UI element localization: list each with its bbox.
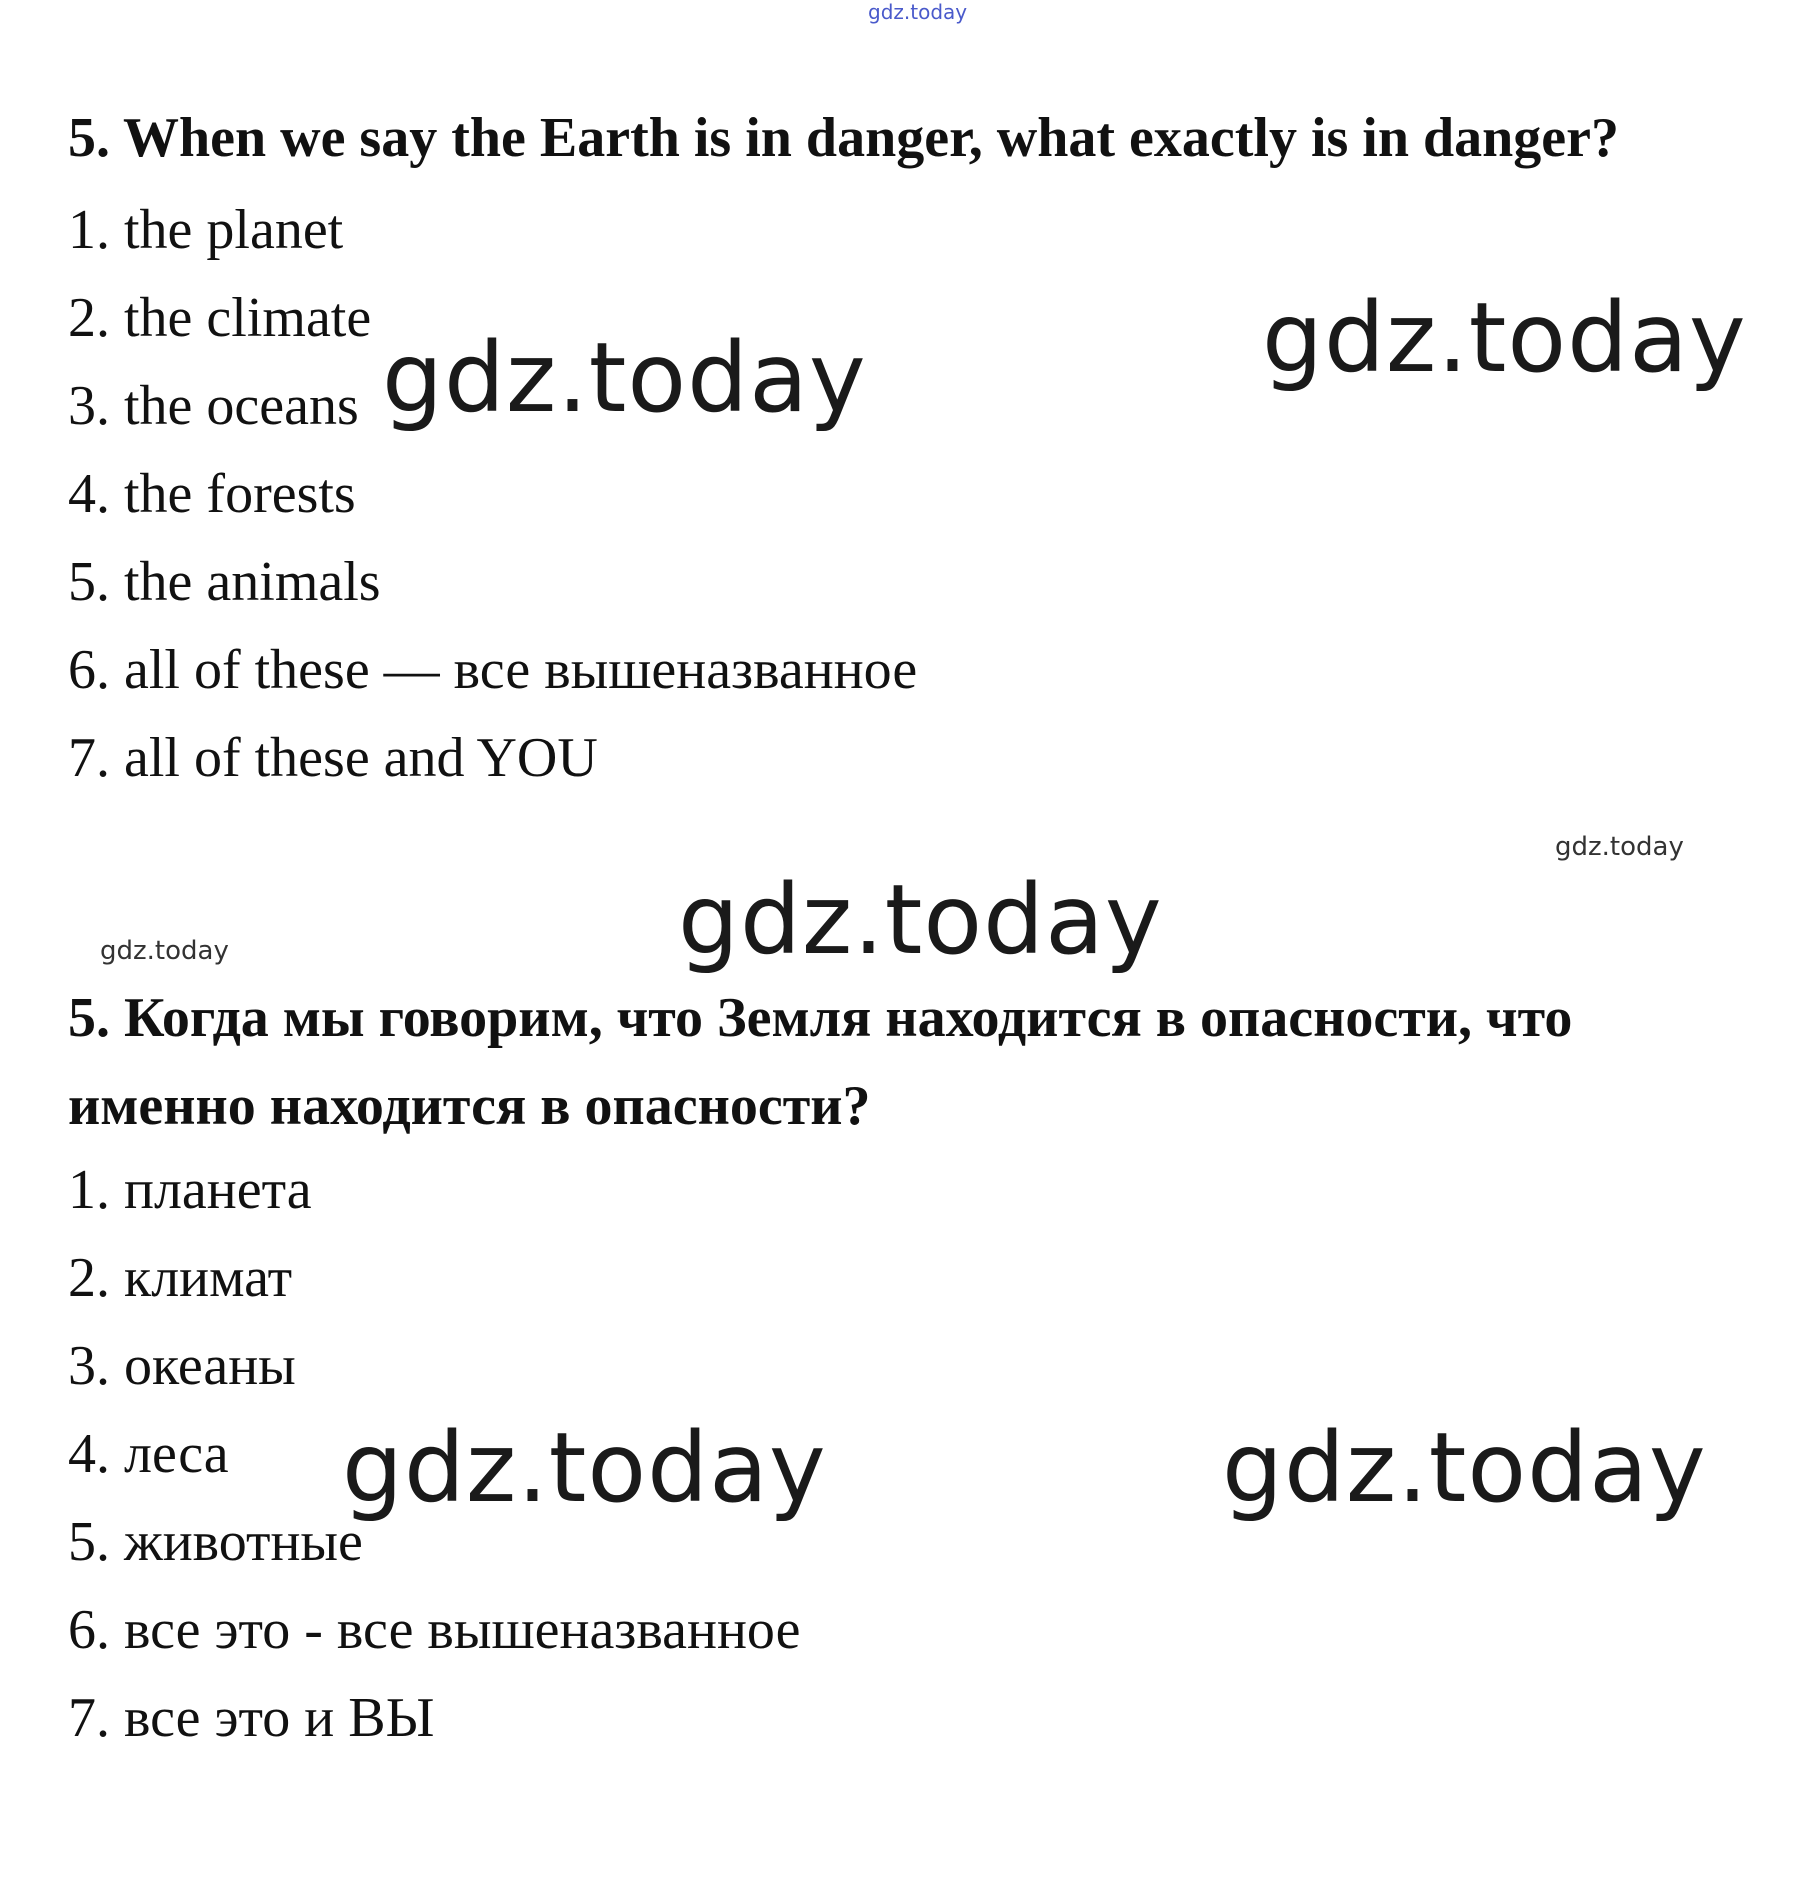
list-item: 2. the climate bbox=[68, 287, 372, 349]
watermark: gdz.today bbox=[1262, 282, 1747, 394]
watermark: gdz.today bbox=[1555, 832, 1684, 862]
list-item: 3. the oceans bbox=[68, 375, 359, 437]
watermark: gdz.today bbox=[100, 936, 229, 966]
list-item: 7. all of these and YOU bbox=[68, 727, 598, 789]
list-item: 5. the animals bbox=[68, 551, 381, 613]
list-item: 3. океаны bbox=[68, 1335, 296, 1397]
answer-list-english bbox=[68, 186, 917, 802]
watermark-top: gdz.today bbox=[868, 0, 968, 24]
list-item: 6. all of these — все вышеназванное bbox=[68, 639, 918, 701]
list-item: 5. животные bbox=[68, 1511, 363, 1573]
question-heading-russian: 5. Когда мы говорим, что Земля находится в опасности, что именно находится в опасности? bbox=[68, 987, 1573, 1137]
list-item: 1. планета bbox=[68, 1159, 312, 1221]
list-item: 7. все это и ВЫ bbox=[68, 1687, 435, 1749]
watermark: gdz.today bbox=[678, 864, 1163, 976]
question-heading-english: 5. When we say the Earth is in danger, what exactly is in danger? bbox=[68, 107, 1619, 169]
list-item: 2. климат bbox=[68, 1247, 293, 1309]
list-item: 1. the planet bbox=[68, 199, 344, 261]
list-item: 6. все это - все вышеназванное bbox=[68, 1599, 801, 1661]
list-item: 4. леса bbox=[68, 1423, 229, 1485]
watermark: gdz.today bbox=[382, 322, 867, 434]
watermark: gdz.today bbox=[1222, 1412, 1707, 1524]
list-item: 4. the forests bbox=[68, 463, 356, 525]
watermark: gdz.today bbox=[342, 1412, 827, 1524]
